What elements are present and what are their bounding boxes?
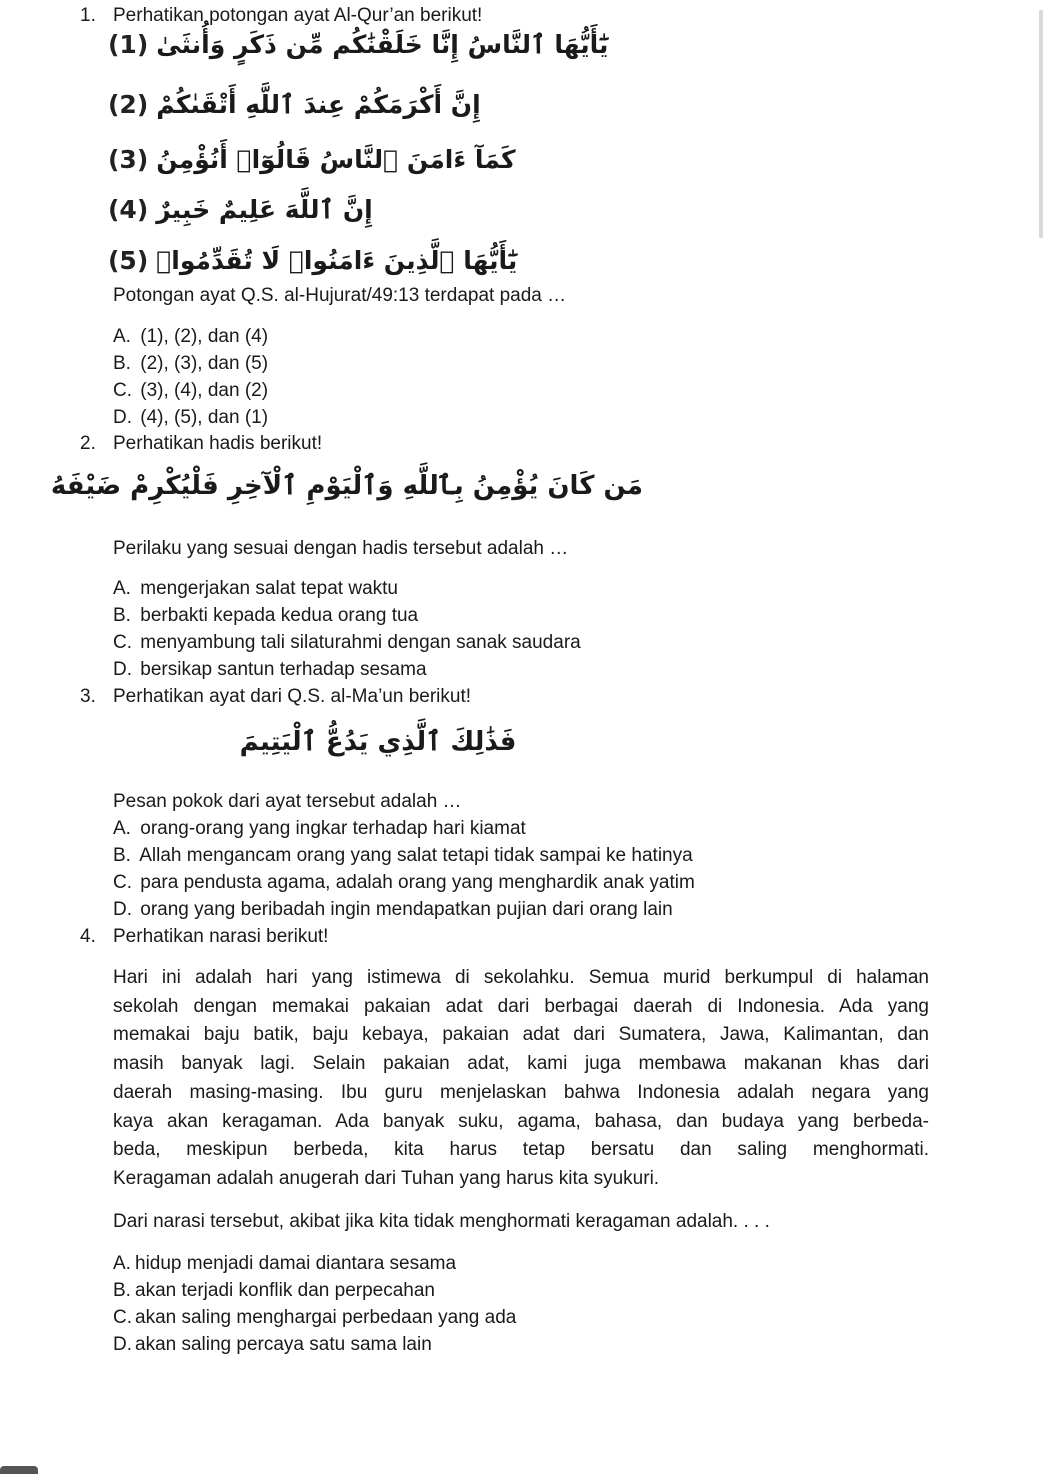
option-letter: D. bbox=[113, 407, 132, 428]
option-text: (3), (4), dan (2) bbox=[140, 380, 269, 401]
option-text: akan saling percaya satu sama lain bbox=[135, 1334, 432, 1355]
option-b[interactable] bbox=[113, 353, 268, 375]
narrative-line: masih banyak lagi. Selain pakaian adat, kami juga membawa makanan khas dari bbox=[113, 1053, 929, 1075]
question-text: Perhatikan hadis berikut! bbox=[113, 433, 323, 454]
option-a[interactable] bbox=[113, 578, 398, 600]
verse-row-3 bbox=[108, 139, 516, 179]
option-text: Allah mengancam orang yang salat tetapi tidak sampai ke hatinya bbox=[139, 845, 693, 866]
option-letter: B. bbox=[113, 845, 131, 866]
option-d[interactable] bbox=[113, 659, 427, 681]
question-number: 2. bbox=[80, 433, 96, 454]
option-letter: A. bbox=[113, 326, 131, 347]
option-text: (4), (5), dan (1) bbox=[140, 407, 269, 428]
option-letter: A. bbox=[113, 1253, 131, 1274]
option-letter: C. bbox=[113, 380, 132, 401]
option-letter: D. bbox=[113, 659, 132, 680]
question-text: Perhatikan ayat dari Q.S. al-Ma’un berikut! bbox=[113, 686, 472, 707]
option-letter: B. bbox=[113, 353, 131, 374]
option-text: orang yang beribadah ingin mendapatkan pujian dari orang lain bbox=[140, 899, 673, 920]
option-a[interactable] bbox=[113, 1253, 456, 1275]
verse-row-2 bbox=[108, 84, 481, 124]
question-prompt: Potongan ayat Q.S. al-Hujurat/49:13 terdapat pada … bbox=[113, 285, 567, 306]
option-d[interactable] bbox=[113, 1334, 432, 1356]
option-text: menyambung tali silaturahmi dengan sanak saudara bbox=[140, 632, 581, 653]
verse-arabic: إِنَّ ٱللَّهَ عَلِيمٌ خَبِيرٌ bbox=[156, 194, 373, 224]
verse-row-4 bbox=[108, 189, 373, 229]
narrative-line: Hari ini adalah hari yang istimewa di sekolahku. Semua murid berkumpul di halaman bbox=[113, 967, 929, 988]
option-c[interactable] bbox=[113, 1307, 516, 1329]
narrative-line: Keragaman adalah anugerah dari Tuhan yang harus kita syukuri. bbox=[113, 1167, 660, 1189]
scroll-indicator[interactable] bbox=[0, 1466, 38, 1474]
narrative-line: kaya akan keragaman. Ada banyak suku, agama, bahasa, dan budaya yang berbeda- bbox=[113, 1110, 929, 1132]
option-text: mengerjakan salat tepat waktu bbox=[140, 578, 398, 599]
verse-row-1 bbox=[108, 24, 608, 64]
option-b[interactable] bbox=[113, 605, 418, 627]
ayah-arabic: فَذَٰلِكَ ٱلَّذِي يَدُعُّ ٱلْيَتِيمَ bbox=[239, 727, 517, 757]
option-letter: A. bbox=[113, 818, 131, 839]
question-text: Perhatikan potongan ayat Al-Qur’an berikut! bbox=[113, 5, 483, 26]
option-a[interactable] bbox=[113, 326, 268, 348]
option-letter: C. bbox=[113, 632, 132, 653]
verse-label: (3) bbox=[108, 144, 149, 174]
option-b[interactable] bbox=[113, 1280, 435, 1302]
verse-arabic: كَمَآ ءَامَنَ ٱلنَّاسُ قَالُوٓا۟ أَنُؤْمِنُ bbox=[156, 144, 516, 174]
question-4-stem bbox=[80, 926, 328, 948]
option-letter: C. bbox=[113, 1307, 132, 1328]
option-letter: D. bbox=[113, 1334, 132, 1355]
question-text: Perhatikan narasi berikut! bbox=[113, 926, 329, 947]
option-c[interactable] bbox=[113, 872, 695, 894]
option-letter: B. bbox=[113, 1280, 131, 1301]
option-text: (1), (2), dan (4) bbox=[140, 326, 269, 347]
option-c[interactable] bbox=[113, 380, 268, 402]
option-text: hidup menjadi damai diantara sesama bbox=[135, 1253, 457, 1274]
question-number: 1. bbox=[80, 5, 96, 26]
narrative-line: daerah masing-masing. Ibu guru menjelaskan bahwa Indonesia adalah negara yang bbox=[113, 1081, 929, 1103]
verse-label: (1) bbox=[108, 29, 149, 59]
verse-label: (4) bbox=[108, 194, 149, 224]
option-b[interactable] bbox=[113, 845, 693, 867]
question-number: 4. bbox=[80, 926, 96, 947]
option-letter: C. bbox=[113, 872, 132, 893]
option-d[interactable] bbox=[113, 899, 673, 921]
question-2-stem bbox=[80, 433, 322, 455]
page-edge-divider bbox=[1039, 10, 1043, 238]
verse-arabic: إِنَّ أَكْرَمَكُمْ عِندَ ٱللَّهِ أَتْقَىٰكُمْ bbox=[156, 89, 481, 119]
question-3-stem bbox=[80, 686, 471, 708]
narrative-line: sekolah dengan memakai pakaian adat dari berbagai daerah di Indonesia. Ada yang bbox=[113, 995, 929, 1017]
option-text: berbakti kepada kedua orang tua bbox=[140, 605, 419, 626]
hadith-arabic: مَن كَانَ يُؤْمِنُ بِٱللَّهِ وَٱلْيَوْمِ ٱلْآخِرِ فَلْيُكْرِمْ ضَيْفَهُ bbox=[50, 471, 643, 501]
option-a[interactable] bbox=[113, 818, 526, 840]
question-prompt: Perilaku yang sesuai dengan hadis tersebut adalah … bbox=[113, 538, 569, 559]
question-prompt: Pesan pokok dari ayat tersebut adalah … bbox=[113, 791, 462, 812]
option-letter: A. bbox=[113, 578, 131, 599]
question-number: 3. bbox=[80, 686, 96, 707]
option-text: akan saling menghargai perbedaan yang ada bbox=[135, 1307, 517, 1328]
verse-row-5 bbox=[108, 240, 517, 280]
verse-label: (5) bbox=[108, 245, 149, 275]
verse-arabic: يَٰٓأَيُّهَا ٱلَّذِينَ ءَامَنُوا۟ لَا تُقَدِّمُوا۟ bbox=[156, 245, 518, 275]
option-text: orang-orang yang ingkar terhadap hari kiamat bbox=[140, 818, 526, 839]
option-text: bersikap santun terhadap sesama bbox=[140, 659, 427, 680]
verse-arabic: يَٰٓأَيُّهَا ٱلنَّاسُ إِنَّا خَلَقْنَٰكُم مِّن ذَكَرٍ وَأُنثَىٰ bbox=[156, 29, 609, 59]
option-letter: D. bbox=[113, 899, 132, 920]
verse-label: (2) bbox=[108, 89, 149, 119]
option-text: (2), (3), dan (5) bbox=[140, 353, 269, 374]
narrative-paragraph bbox=[113, 964, 929, 1194]
option-letter: B. bbox=[113, 605, 131, 626]
narrative-line: beda, meskipun berbeda, kita harus tetap bersatu dan saling menghormati. bbox=[113, 1139, 929, 1161]
option-text: para pendusta agama, adalah orang yang menghardik anak yatim bbox=[140, 872, 695, 893]
option-d[interactable] bbox=[113, 407, 268, 429]
narrative-line: memakai baju batik, baju kebaya, pakaian adat dari Sumatera, Jawa, Kalimantan, dan bbox=[113, 1024, 929, 1046]
option-text: akan terjadi konflik dan perpecahan bbox=[135, 1280, 435, 1301]
option-c[interactable] bbox=[113, 632, 581, 654]
question-prompt: Dari narasi tersebut, akibat jika kita tidak menghormati keragaman adalah. . . . bbox=[113, 1211, 770, 1232]
